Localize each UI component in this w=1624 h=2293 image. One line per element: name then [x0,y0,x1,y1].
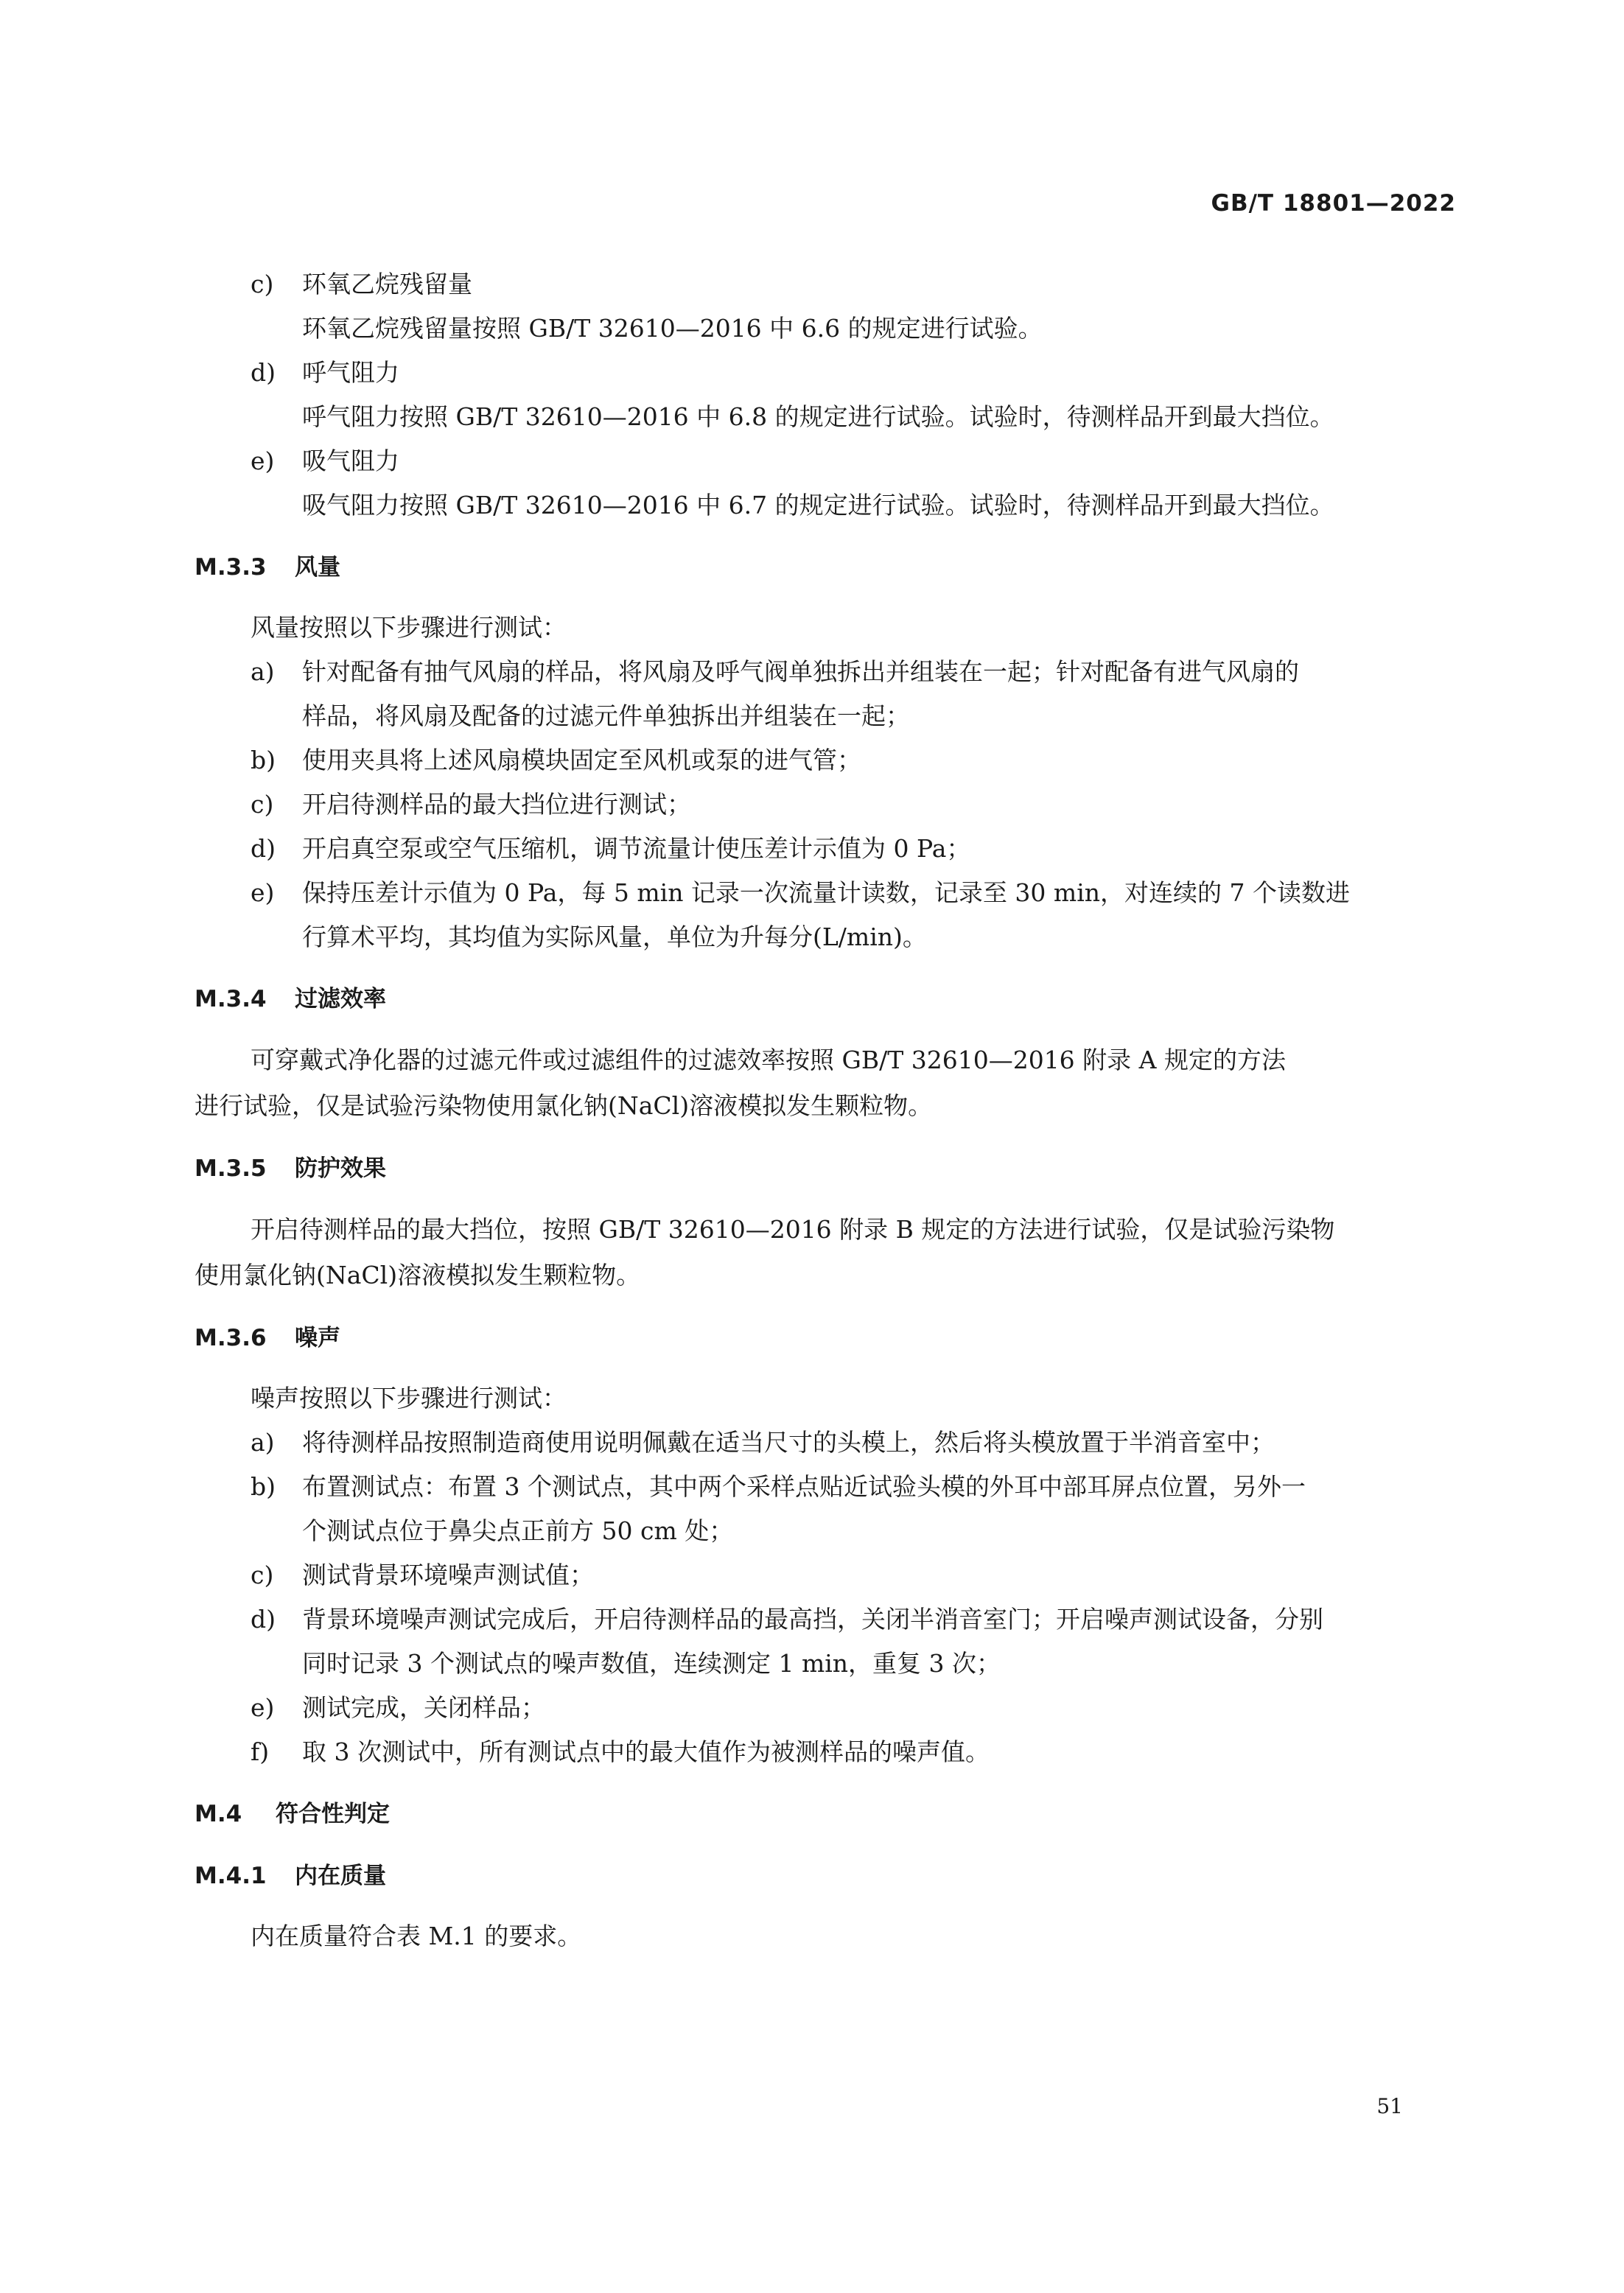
step-text: 开启真空泵或空气压缩机，调节流量计使压差计示值为 0 Pa； [302,834,971,863]
list-item [195,827,1455,871]
list-item [195,1421,1455,1465]
section-heading-m41 [195,1854,1455,1898]
section-heading-m335 [195,1146,1455,1191]
list-item [195,738,1455,783]
step-text: 测试背景环境噪声测试值； [302,1561,594,1589]
item-title: 吸气阻力 [302,447,399,475]
paragraph-line: 进行试验，仅是试验污染物使用氯化钠(NaCl)溶液模拟发生颗粒物。 [195,1091,933,1120]
list-item [195,1553,1455,1597]
step-text: 将待测样品按照制造商使用说明佩戴在适当尺寸的头模上，然后将头模放置于半消音室中； [302,1428,1275,1457]
list-marker: d) [251,358,276,387]
paragraph-line: 开启待测样品的最大挡位，按照 GB/T 32610—2016 附录 B 规定的方法进行试验，仅是试验污染物 [251,1215,1335,1244]
section-title: 噪声 [295,1325,340,1351]
item-text: 呼气阻力按照 GB/T 32610—2016 中 6.8 的规定进行试验。试验时，待测样品开到最大挡位。 [302,402,1334,431]
list-item [195,1597,1455,1642]
section-number: M.3.3 [195,554,267,581]
section-number: M.4.1 [195,1863,267,1889]
section-title: 内在质量 [295,1863,386,1889]
step-text: 使用夹具将上述风扇模块固定至风机或泵的进气管； [302,746,861,774]
section-title: 过滤效率 [295,986,386,1012]
document-body [195,262,1455,1958]
item-text: 环氧乙烷残留量按照 GB/T 32610—2016 中 6.6 的规定进行试验。 [302,314,1043,343]
paragraph-line: 内在质量符合表 M.1 的要求。 [251,1922,582,1950]
list-item [195,783,1455,827]
standard-code: GB/T 18801—2022 [1211,190,1456,217]
list-item [195,871,1455,915]
list-item [195,1686,1455,1730]
list-marker: f) [251,1737,270,1766]
list-marker: a) [251,657,275,686]
list-item [195,1465,1455,1509]
item-title: 环氧乙烷残留量 [302,270,472,298]
step-text: 背景环境噪声测试完成后，开启待测样品的最高挡，关闭半消音室门；开启噪声测试设备，分别 [302,1605,1323,1634]
list-marker: b) [251,746,276,774]
list-marker: d) [251,834,276,863]
section-title: 风量 [295,554,340,581]
section-heading-m333 [195,545,1455,589]
section-lead: 风量按照以下步骤进行测试： [251,613,567,642]
list-item [195,262,1455,307]
step-text-continued: 个测试点位于鼻尖点正前方 50 cm 处； [302,1516,734,1545]
step-text: 保持压差计示值为 0 Pa，每 5 min 记录一次流量计读数，记录至 30 min，对连续的 7 个读数进 [302,878,1350,907]
list-marker: c) [251,270,274,298]
list-marker: e) [251,1693,275,1722]
step-text: 开启待测样品的最大挡位进行测试； [302,790,691,819]
section-number: M.4 [195,1801,242,1827]
section-title: 防护效果 [295,1155,386,1182]
section-title: 符合性判定 [276,1801,390,1827]
list-marker: e) [251,878,275,907]
section-number: M.3.5 [195,1155,267,1182]
paragraph-line: 可穿戴式净化器的过滤元件或过滤组件的过滤效率按照 GB/T 32610—2016 附录 A 规定的方法 [251,1046,1286,1074]
section-number: M.3.6 [195,1325,267,1351]
list-item [195,351,1455,395]
list-marker: c) [251,1561,274,1589]
step-text: 布置测试点：布置 3 个测试点，其中两个采样点贴近试验头模的外耳中部耳屏点位置，另外一 [302,1472,1306,1501]
step-text-continued: 行算术平均，其均值为实际风量，单位为升每分(L/min)。 [302,923,927,951]
item-text: 吸气阻力按照 GB/T 32610—2016 中 6.7 的规定进行试验。试验时，待测样品开到最大挡位。 [302,491,1334,519]
paragraph-line: 使用氯化钠(NaCl)溶液模拟发生颗粒物。 [195,1261,641,1289]
list-marker: c) [251,790,274,819]
section-lead: 噪声按照以下步骤进行测试： [251,1384,567,1412]
list-marker: b) [251,1472,276,1501]
section-heading-m4 [195,1792,1455,1836]
step-text: 测试完成，关闭样品； [302,1693,545,1722]
section-heading-m334 [195,977,1455,1021]
step-text: 取 3 次测试中，所有测试点中的最大值作为被测样品的噪声值。 [302,1737,990,1766]
page-number: 51 [1376,2094,1403,2118]
list-marker: d) [251,1605,276,1634]
test-items-list [195,262,1455,528]
list-item [195,1730,1455,1774]
step-text-continued: 同时记录 3 个测试点的噪声数值，连续测定 1 min，重复 3 次； [302,1649,1001,1678]
list-item [195,439,1455,483]
section-number: M.3.4 [195,986,267,1012]
list-item [195,650,1455,694]
list-marker: a) [251,1428,275,1457]
list-marker: e) [251,447,275,475]
step-text-continued: 样品，将风扇及配备的过滤元件单独拆出并组装在一起； [302,701,910,730]
item-title: 呼气阻力 [302,358,399,387]
step-text: 针对配备有抽气风扇的样品，将风扇及呼气阀单独拆出并组装在一起；针对配备有进气风扇的 [302,657,1299,686]
section-heading-m336 [195,1316,1455,1360]
